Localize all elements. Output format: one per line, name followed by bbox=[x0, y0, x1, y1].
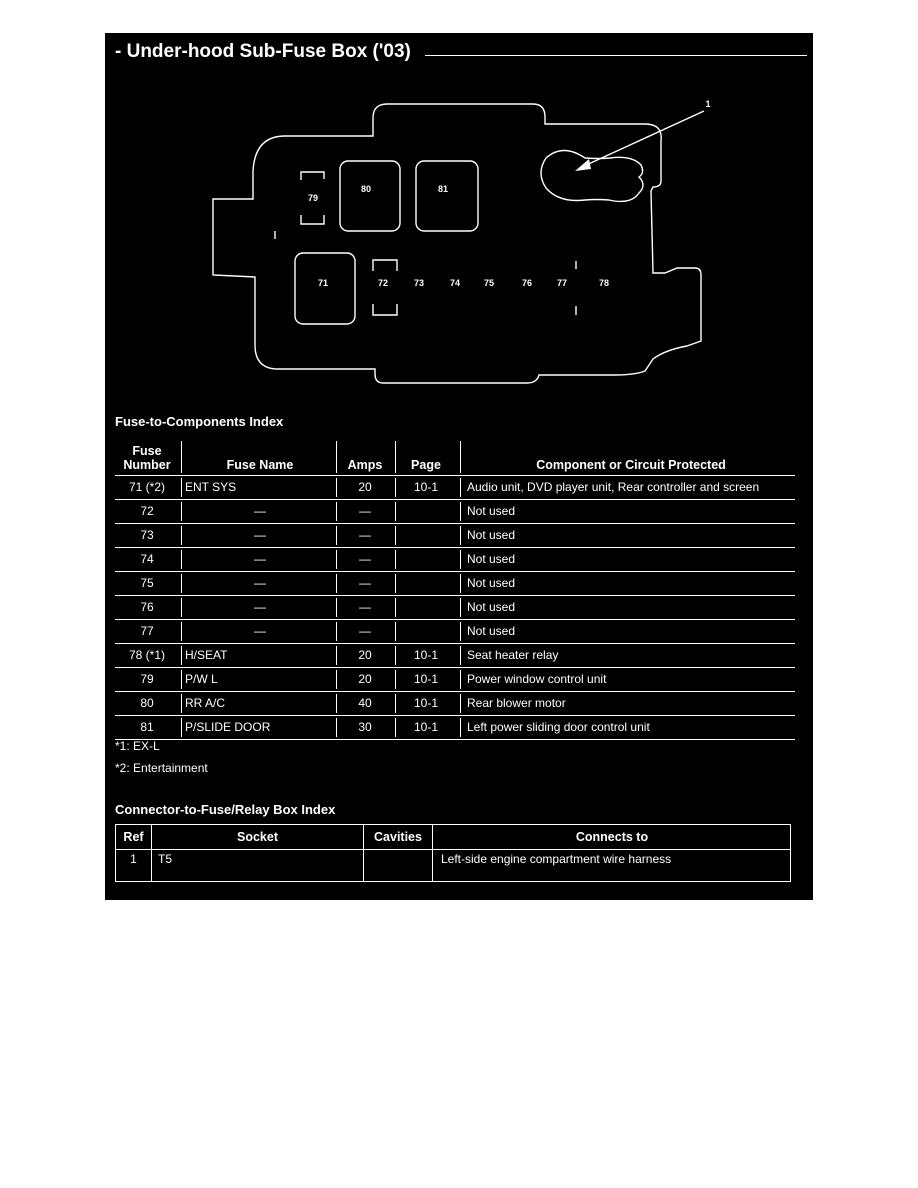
fuse-80-outline bbox=[340, 161, 400, 231]
header-fuse-name: Fuse Name bbox=[226, 458, 294, 472]
fuse-amps-cell: — bbox=[359, 552, 371, 566]
header-socket: Socket bbox=[237, 830, 278, 844]
fuse-table bbox=[115, 439, 795, 740]
header-cavities: Cavities bbox=[374, 830, 422, 844]
fuse-amps-cell: 30 bbox=[358, 720, 372, 734]
fuse-label-75: 75 bbox=[483, 278, 495, 288]
fuse-amps-cell: 20 bbox=[358, 480, 372, 494]
column-separator bbox=[336, 646, 337, 665]
table-row bbox=[115, 524, 795, 548]
column-separator bbox=[336, 694, 337, 713]
connector-ref: 1 bbox=[130, 852, 137, 866]
fuse-number-cell: 77 bbox=[140, 624, 154, 638]
fuse-page-cell bbox=[395, 548, 457, 571]
callout-leader-line bbox=[582, 111, 704, 167]
column-separator bbox=[181, 502, 182, 521]
fuse-component-cell: Not used bbox=[467, 624, 516, 638]
fuse-label-79: 79 bbox=[307, 193, 319, 203]
column-separator bbox=[395, 526, 396, 545]
fuse-page-cell bbox=[395, 500, 457, 523]
column-separator bbox=[181, 694, 182, 713]
fuse-page-cell: 10-1 bbox=[413, 672, 439, 686]
header-connects-to: Connects to bbox=[575, 830, 649, 844]
fuse-label-76: 76 bbox=[521, 278, 533, 288]
fuse-name-cell: — bbox=[254, 552, 266, 566]
fuse-amps-cell: — bbox=[359, 600, 371, 614]
column-separator bbox=[395, 670, 396, 689]
table-row bbox=[115, 620, 795, 644]
fuse-component-cell: Left power sliding door control unit bbox=[467, 720, 650, 734]
fuse-label-72: 72 bbox=[377, 278, 389, 288]
fuse-component-cell: Audio unit, DVD player unit, Rear controller and screen bbox=[467, 480, 760, 494]
column-separator bbox=[395, 694, 396, 713]
fuse-component-cell: Not used bbox=[467, 600, 516, 614]
table-row bbox=[115, 716, 795, 740]
column-separator bbox=[395, 550, 396, 569]
fuse-label-81: 81 bbox=[437, 184, 449, 194]
connector-socket: T5 bbox=[158, 852, 173, 866]
column-separator bbox=[181, 646, 182, 665]
connector-cavities bbox=[368, 850, 428, 882]
header-page: Page bbox=[411, 458, 441, 472]
fuse-label-74: 74 bbox=[449, 278, 461, 288]
column-separator bbox=[336, 574, 337, 593]
column-separator bbox=[395, 441, 396, 473]
footnote-1: *1: EX-L bbox=[115, 739, 160, 753]
fuse-name-cell: — bbox=[254, 504, 266, 518]
column-separator bbox=[395, 502, 396, 521]
fuse-box-diagram bbox=[105, 93, 813, 393]
fuse-number-cell: 78 (*1) bbox=[128, 648, 166, 662]
fuse-label-73: 73 bbox=[413, 278, 425, 288]
fuse-name-cell: P/W L bbox=[185, 672, 218, 686]
fuse-name-cell: — bbox=[254, 600, 266, 614]
fuse-page-cell bbox=[395, 524, 457, 547]
connector-index-title: Connector-to-Fuse/Relay Box Index bbox=[115, 802, 336, 817]
column-separator bbox=[181, 718, 182, 737]
page-title: - Under-hood Sub-Fuse Box ('03) bbox=[115, 37, 417, 67]
connector-t5-outline bbox=[541, 151, 643, 202]
callout-number: 1 bbox=[705, 99, 711, 109]
column-separator bbox=[460, 550, 461, 569]
header-fuse-number-line1: Fuse bbox=[132, 444, 162, 458]
column-separator bbox=[336, 598, 337, 617]
fuse-amps-cell: 20 bbox=[358, 648, 372, 662]
column-separator bbox=[460, 526, 461, 545]
column-separator bbox=[181, 574, 182, 593]
column-separator bbox=[336, 718, 337, 737]
fuse-name-cell: — bbox=[254, 528, 266, 542]
fuse-name-cell: — bbox=[254, 576, 266, 590]
fuse-component-cell: Not used bbox=[467, 552, 516, 566]
fuse-page-cell: 10-1 bbox=[413, 720, 439, 734]
connector-connects-to: Left-side engine compartment wire harness bbox=[441, 852, 672, 866]
column-separator bbox=[460, 694, 461, 713]
fuse-component-cell: Not used bbox=[467, 528, 516, 542]
fuse-amps-cell: — bbox=[359, 576, 371, 590]
header-amps: Amps bbox=[347, 458, 383, 472]
column-separator bbox=[460, 502, 461, 521]
title-row bbox=[115, 37, 801, 67]
fuse-page-cell bbox=[395, 620, 457, 643]
table-row bbox=[115, 548, 795, 572]
column-separator bbox=[460, 670, 461, 689]
fuse-label-71: 71 bbox=[317, 278, 329, 288]
column-separator bbox=[336, 670, 337, 689]
table-row bbox=[115, 692, 795, 716]
table-row bbox=[115, 572, 795, 596]
column-separator bbox=[460, 574, 461, 593]
column-separator bbox=[395, 622, 396, 641]
fuse-number-cell: 71 (*2) bbox=[128, 480, 166, 494]
fuse-71-outline bbox=[295, 253, 355, 324]
column-separator bbox=[460, 598, 461, 617]
column-separator bbox=[395, 574, 396, 593]
fuse-page-cell bbox=[395, 572, 457, 595]
fuse-number-cell: 72 bbox=[140, 504, 154, 518]
column-separator bbox=[336, 526, 337, 545]
callout-arrowhead bbox=[575, 159, 591, 171]
fuse-amps-cell: — bbox=[359, 624, 371, 638]
column-separator bbox=[336, 622, 337, 641]
header-fuse-number bbox=[115, 439, 179, 475]
fuse-page-cell bbox=[395, 596, 457, 619]
header-ref: Ref bbox=[123, 830, 144, 844]
fuse-amps-cell: — bbox=[359, 504, 371, 518]
fuse-table-header bbox=[115, 439, 795, 476]
table-row bbox=[115, 644, 795, 668]
fuse-name-cell: H/SEAT bbox=[185, 648, 228, 662]
fuse-number-cell: 74 bbox=[140, 552, 154, 566]
column-separator bbox=[336, 550, 337, 569]
column-separator bbox=[395, 718, 396, 737]
header-fuse-number-line2: Number bbox=[123, 458, 171, 472]
fuse-table-body bbox=[115, 476, 795, 740]
fuse-component-cell: Not used bbox=[467, 576, 516, 590]
footnote-2: *2: Entertainment bbox=[115, 761, 208, 775]
column-separator bbox=[336, 502, 337, 521]
fuse-page-cell: 10-1 bbox=[413, 696, 439, 710]
column-separator bbox=[181, 526, 182, 545]
column-separator bbox=[395, 598, 396, 617]
fuse-name-cell: ENT SYS bbox=[185, 480, 237, 494]
column-separator bbox=[395, 646, 396, 665]
fuse-amps-cell: 20 bbox=[358, 672, 372, 686]
fuse-number-cell: 73 bbox=[140, 528, 154, 542]
fuse-number-cell: 75 bbox=[140, 576, 154, 590]
fuse-number-cell: 76 bbox=[140, 600, 154, 614]
fuse-number-cell: 80 bbox=[140, 696, 154, 710]
column-separator bbox=[181, 598, 182, 617]
fuse-label-78: 78 bbox=[598, 278, 610, 288]
table-row bbox=[115, 596, 795, 620]
column-separator bbox=[460, 478, 461, 497]
title-rule bbox=[425, 55, 807, 56]
fuse-component-cell: Not used bbox=[467, 504, 516, 518]
column-separator bbox=[336, 441, 337, 473]
column-separator bbox=[460, 622, 461, 641]
fuse-component-cell: Power window control unit bbox=[467, 672, 607, 686]
fuse-name-cell: — bbox=[254, 624, 266, 638]
column-separator bbox=[181, 441, 182, 473]
manual-page-panel bbox=[105, 33, 813, 900]
table-row bbox=[115, 668, 795, 692]
column-separator bbox=[460, 718, 461, 737]
fuse-name-cell: P/SLIDE DOOR bbox=[185, 720, 271, 734]
header-component: Component or Circuit Protected bbox=[536, 458, 726, 472]
table-row bbox=[115, 500, 795, 524]
table-row bbox=[115, 476, 795, 500]
fuse-component-cell: Seat heater relay bbox=[467, 648, 559, 662]
fuse-label-80: 80 bbox=[360, 184, 372, 194]
column-separator bbox=[181, 478, 182, 497]
column-separator bbox=[395, 478, 396, 497]
column-separator bbox=[181, 670, 182, 689]
fuse-component-cell: Rear blower motor bbox=[467, 696, 566, 710]
fuse-amps-cell: — bbox=[359, 528, 371, 542]
column-separator bbox=[460, 646, 461, 665]
column-separator bbox=[181, 550, 182, 569]
fuse-amps-cell: 40 bbox=[358, 696, 372, 710]
fuse-label-77: 77 bbox=[556, 278, 568, 288]
fuse-index-title: Fuse-to-Components Index bbox=[115, 414, 284, 429]
fuse-page-cell: 10-1 bbox=[413, 648, 439, 662]
column-separator bbox=[460, 441, 461, 473]
fuse-page-cell: 10-1 bbox=[413, 480, 439, 494]
connector-table bbox=[115, 824, 791, 882]
fuse-name-cell: RR A/C bbox=[185, 696, 226, 710]
column-separator bbox=[336, 478, 337, 497]
fuse-81-outline bbox=[416, 161, 478, 231]
fuse-number-cell: 81 bbox=[140, 720, 154, 734]
column-separator bbox=[181, 622, 182, 641]
fuse-number-cell: 79 bbox=[140, 672, 154, 686]
